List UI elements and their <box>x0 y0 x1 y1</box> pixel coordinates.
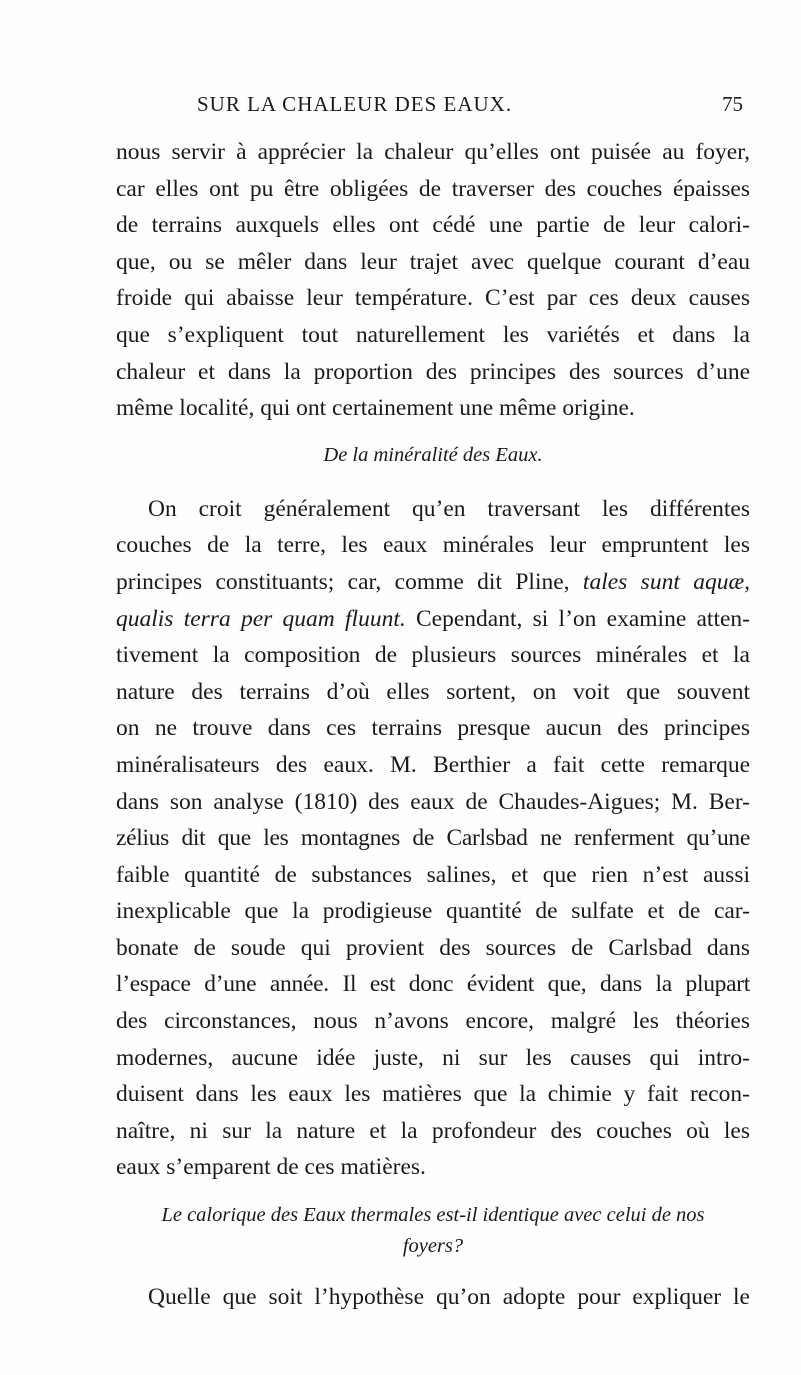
paragraph-line: eaux s’emparent de ces matières. <box>116 1154 426 1181</box>
paragraph-line: nous servir à apprécier la chaleur qu’elles ont puisée au foyer, <box>116 139 750 165</box>
paragraph-line: des circonstances, nous n’avons encore, malgré les théories <box>116 1008 750 1035</box>
paragraph-text: Cependant, si l’on examine atten- <box>405 605 750 632</box>
paragraph-line <box>116 601 750 638</box>
paragraph-line: naître, ni sur la nature et la profondeur des couches où les <box>116 1117 750 1144</box>
paragraph-line: dans son analyse (1810) des eaux de Chaudes-Aigues; M. Ber- <box>116 788 750 815</box>
page-number: 75 <box>722 92 743 116</box>
paragraph-line: tivement la composition de plusieurs sources minérales et la <box>116 642 750 669</box>
paragraph-line <box>116 564 750 601</box>
paragraph-line: chaleur et dans la proportion des principes des sources d’une <box>116 358 750 385</box>
running-head <box>197 92 743 122</box>
paragraph-line: froide qui abaisse leur température. C’est par ces deux causes <box>116 285 750 312</box>
paragraph-line: couches de la terre, les eaux minérales leur empruntent les <box>116 532 750 559</box>
section-heading: foyers? <box>402 1235 464 1258</box>
latin-quotation: qualis terra per quam fluunt. <box>116 605 406 632</box>
paragraph-line: inexplicable que la prodigieuse quantité de sulfate et de car- <box>116 898 750 925</box>
paragraph-line: zélius dit que les montagnes de Carlsbad ne renferment qu’une <box>116 825 750 852</box>
section-heading: De la minéralité des Eaux. <box>323 443 543 466</box>
paragraph-line: duisent dans les eaux les matières que la chimie y fait recon- <box>116 1081 750 1108</box>
paragraph-text: principes constituants; car, comme dit Pline, <box>116 568 583 595</box>
paragraph-line: car elles ont pu être obligées de traverser des couches épaisses <box>116 175 750 202</box>
paragraph-line: On croit généralement qu’en traversant les différentes <box>148 495 750 522</box>
running-title: SUR LA CHALEUR DES EAUX. <box>197 92 513 116</box>
paragraph-line: on ne trouve dans ces terrains presque aucun des principes <box>116 715 750 742</box>
latin-quotation: tales sunt aquæ, <box>582 568 751 595</box>
body-text <box>116 134 750 1316</box>
paragraph-line: même localité, qui ont certainement une même origine. <box>116 395 635 422</box>
paragraph-line: minéralisateurs des eaux. M. Berthier a fait cette remarque <box>116 751 750 778</box>
paragraph-line: Quelle que soit l’hypothèse qu’on adopte pour expliquer le <box>148 1284 750 1311</box>
paragraph-line: que s’expliquent tout naturellement les variétés et dans la <box>116 321 750 348</box>
paragraph-line: bonate de soude qui provient des sources de Carlsbad dans <box>116 934 750 961</box>
paragraph-line: faible quantité de substances salines, et que rien n’est aussi <box>116 861 750 888</box>
paragraph-line: l’espace d’une année. Il est donc évident que, dans la plupart <box>116 971 750 998</box>
section-heading: Le calorique des Eaux thermales est-il identique avec celui de nos <box>161 1204 705 1227</box>
paragraph-line: de terrains auxquels elles ont cédé une partie de leur calori- <box>116 212 750 239</box>
paragraph-line: modernes, aucune idée juste, ni sur les causes qui intro- <box>116 1044 750 1071</box>
paragraph-line: nature des terrains d’où elles sortent, on voit que souvent <box>116 678 750 705</box>
paragraph-line: que, ou se mêler dans leur trajet avec quelque courant d’eau <box>116 248 750 275</box>
